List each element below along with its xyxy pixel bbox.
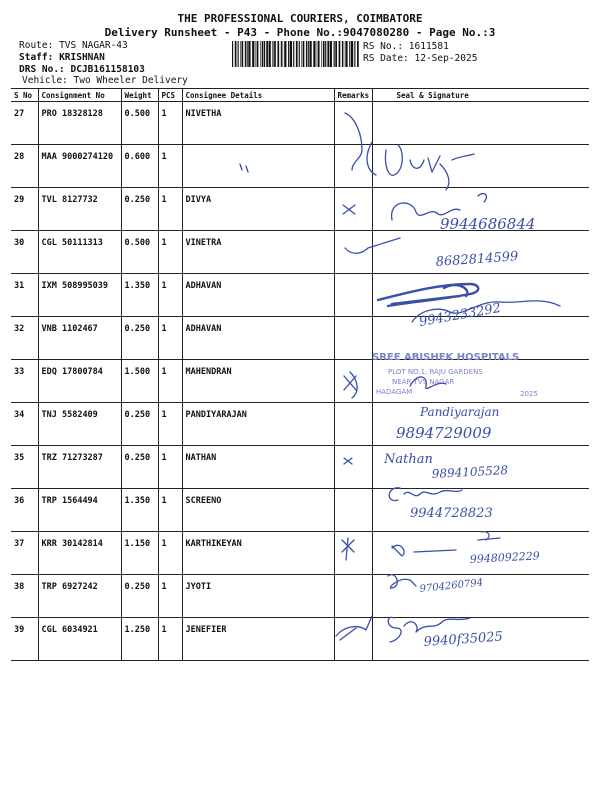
drs-label: DRS No.:	[19, 64, 65, 75]
barcode-bar	[318, 41, 320, 67]
barcode-bar	[299, 41, 300, 67]
barcode-bar	[351, 41, 353, 67]
row-remarks	[334, 274, 372, 317]
row-signature	[372, 274, 589, 317]
phone-35: 9894105528	[431, 463, 509, 481]
barcode-bar	[308, 41, 309, 67]
barcode-bar	[284, 41, 286, 67]
row-consignee: JENEFIER	[182, 618, 334, 661]
barcode-bar	[334, 41, 335, 67]
row-consignee: NIVETHA	[182, 102, 334, 145]
row-sno: 34	[11, 403, 38, 446]
row-consignment: TNJ 5582409	[38, 403, 121, 446]
barcode-bar	[281, 41, 282, 67]
row-weight: 0.250	[121, 317, 158, 360]
barcode-bar	[306, 41, 307, 67]
row-remarks	[334, 489, 372, 532]
row-sno: 31	[11, 274, 38, 317]
row-sno: 30	[11, 231, 38, 274]
barcode-bar	[232, 41, 233, 67]
row-sno: 38	[11, 575, 38, 618]
row-remarks	[334, 360, 372, 403]
route-line	[19, 40, 128, 51]
row-weight: 0.500	[121, 231, 158, 274]
row-pcs: 1	[158, 532, 182, 575]
route-label: Route:	[19, 40, 54, 51]
row-pcs: 1	[158, 145, 182, 188]
rs-date-label: RS Date:	[363, 53, 409, 64]
row-signature	[372, 102, 589, 145]
row-signature	[372, 231, 589, 274]
drs-line	[19, 64, 145, 75]
rs-date-value: 12-Sep-2025	[414, 53, 478, 64]
phone-37: 9948092229	[469, 549, 541, 566]
row-consignee	[182, 145, 334, 188]
phone-34: 9894729009	[396, 424, 492, 442]
row-pcs: 1	[158, 274, 182, 317]
row-signature	[372, 489, 589, 532]
rs-no-line	[363, 41, 449, 52]
row-sno: 28	[11, 145, 38, 188]
rs-no-label: RS No.:	[363, 41, 404, 52]
barcode-bar	[242, 41, 244, 67]
row-sno: 35	[11, 446, 38, 489]
row-consignee: DIVYA	[182, 188, 334, 231]
row-consignment: PRO 18328128	[38, 102, 121, 145]
row-consignment: TRP 6927242	[38, 575, 121, 618]
row-sno: 29	[11, 188, 38, 231]
staff-label: Staff:	[19, 52, 54, 63]
row-weight: 0.250	[121, 446, 158, 489]
barcode-bar	[330, 41, 332, 67]
barcode-bar	[272, 41, 273, 67]
drs-value: DCJB161158103	[70, 64, 145, 75]
table-row	[11, 446, 589, 489]
row-signature	[372, 145, 589, 188]
row-consignee: ADHAVAN	[182, 274, 334, 317]
row-remarks	[334, 618, 372, 661]
rs-date-line	[363, 53, 477, 64]
barcode-bar	[303, 41, 305, 67]
table-row	[11, 145, 589, 188]
vehicle-value: Two Wheeler Delivery	[73, 75, 188, 86]
row-remarks	[334, 231, 372, 274]
row-remarks	[334, 532, 372, 575]
barcode-bar	[293, 41, 294, 67]
stamp-line-2: PLOT NO.1, RAJU GARDENS	[388, 368, 483, 376]
runsheet-table	[11, 88, 589, 661]
row-consignee: KARTHIKEYAN	[182, 532, 334, 575]
barcode-bar	[235, 41, 237, 67]
table-row	[11, 403, 589, 446]
col-consignment: Consignment No	[38, 89, 121, 102]
table-row	[11, 618, 589, 661]
row-remarks	[334, 188, 372, 231]
row-consignee: NATHAN	[182, 446, 334, 489]
row-consignment: TRP 1564494	[38, 489, 121, 532]
barcode-bar	[288, 41, 289, 67]
barcode-bar	[313, 41, 315, 67]
barcode-bar	[256, 41, 257, 67]
barcode-bar	[269, 41, 271, 67]
row-remarks	[334, 575, 372, 618]
vehicle-line	[22, 75, 188, 86]
stamp-line-4: HADAGAM	[376, 388, 413, 396]
row-sno: 27	[11, 102, 38, 145]
phone-39: 9940f35025	[423, 629, 504, 650]
row-signature	[372, 360, 589, 403]
rs-no-value: 1611581	[408, 41, 449, 52]
barcode-bar	[296, 41, 298, 67]
row-pcs: 1	[158, 575, 182, 618]
barcode-bar	[238, 41, 239, 67]
row-weight: 0.250	[121, 403, 158, 446]
table-row	[11, 317, 589, 360]
row-weight: 1.350	[121, 274, 158, 317]
row-signature	[372, 532, 589, 575]
barcode-bar	[325, 41, 326, 67]
barcode-bar	[345, 41, 347, 67]
row-consignment: KRR 30142814	[38, 532, 121, 575]
name-34: Pandiyarajan	[420, 405, 500, 419]
row-signature	[372, 575, 589, 618]
row-signature	[372, 403, 589, 446]
route-value: TVS NAGAR-43	[59, 40, 128, 51]
row-sno: 37	[11, 532, 38, 575]
row-remarks	[334, 102, 372, 145]
table-row	[11, 274, 589, 317]
company-title: THE PROFESSIONAL COURIERS, COIMBATORE	[177, 12, 423, 25]
staff-line	[19, 52, 105, 63]
row-weight: 1.150	[121, 532, 158, 575]
table-row	[11, 231, 589, 274]
barcode-bar	[309, 41, 311, 67]
row-weight: 0.250	[121, 575, 158, 618]
barcode-bar	[323, 41, 325, 67]
barcode-bar	[349, 41, 350, 67]
barcode-bar	[247, 41, 248, 67]
row-consignee: ADHAVAN	[182, 317, 334, 360]
table-row	[11, 575, 589, 618]
row-weight: 0.250	[121, 188, 158, 231]
row-remarks	[334, 403, 372, 446]
row-consignee: VINETRA	[182, 231, 334, 274]
col-weight: Weight	[121, 89, 158, 102]
barcode-bar	[335, 41, 337, 67]
col-consignee: Consignee Details	[182, 89, 334, 102]
barcode-bar	[264, 41, 265, 67]
stamp-line-5: 2025	[520, 390, 538, 398]
barcode-bar	[327, 41, 329, 67]
phone-29: 9944686844	[440, 215, 536, 233]
col-sno: S No	[11, 89, 38, 102]
row-remarks	[334, 446, 372, 489]
row-consignee: SCREENO	[182, 489, 334, 532]
stamp-line-3: NEAR TVS NAGAR	[392, 378, 455, 386]
row-pcs: 1	[158, 618, 182, 661]
row-remarks	[334, 145, 372, 188]
barcode-bar	[240, 41, 241, 67]
row-weight: 1.350	[121, 489, 158, 532]
row-weight: 0.500	[121, 102, 158, 145]
row-signature	[372, 188, 589, 231]
row-sno: 32	[11, 317, 38, 360]
row-consignment: IXM 508995039	[38, 274, 121, 317]
barcode-bar	[248, 41, 250, 67]
row-sno: 33	[11, 360, 38, 403]
barcode-bar	[274, 41, 276, 67]
row-pcs: 1	[158, 102, 182, 145]
row-signature	[372, 446, 589, 489]
phone-32: 9943233292	[418, 300, 503, 330]
barcode-bar	[317, 41, 318, 67]
row-pcs: 1	[158, 317, 182, 360]
barcode-bar	[262, 41, 264, 67]
row-remarks	[334, 317, 372, 360]
row-consignment: EDQ 17800784	[38, 360, 121, 403]
row-sno: 39	[11, 618, 38, 661]
barcode-bar	[344, 41, 345, 67]
row-consignment: VNB 1102467	[38, 317, 121, 360]
name-35: Nathan	[384, 452, 433, 467]
row-pcs: 1	[158, 403, 182, 446]
row-pcs: 1	[158, 231, 182, 274]
barcode-bar	[290, 41, 292, 67]
runsheet-subtitle: Delivery Runsheet - P43 - Phone No.:9047080280 - Page No.:3	[104, 26, 496, 39]
row-weight: 1.500	[121, 360, 158, 403]
row-consignment: TRZ 71273287	[38, 446, 121, 489]
row-weight: 0.600	[121, 145, 158, 188]
row-consignment: MAA 9000274120	[38, 145, 121, 188]
barcode-bar	[277, 41, 279, 67]
row-pcs: 1	[158, 446, 182, 489]
barcode-bar	[301, 41, 302, 67]
stamp-line-1: SREE ABISHEK HOSPITALS	[372, 352, 520, 363]
row-signature	[372, 618, 589, 661]
barcode-bar	[321, 41, 322, 67]
barcode-bar	[283, 41, 284, 67]
barcode-bar	[257, 41, 259, 67]
row-weight: 1.250	[121, 618, 158, 661]
barcode-bar	[354, 41, 355, 67]
row-pcs: 1	[158, 360, 182, 403]
table-row	[11, 188, 589, 231]
phone-30: 8682814599	[435, 249, 519, 270]
table-row	[11, 102, 589, 145]
barcode-bar	[260, 41, 261, 67]
barcode-bar	[339, 41, 341, 67]
barcode-bar	[357, 41, 359, 67]
barcode-bar	[245, 41, 246, 67]
col-signature: Seal & Signature	[372, 89, 589, 102]
staff-value: KRISHNAN	[59, 52, 105, 63]
row-signature	[372, 317, 589, 360]
col-pcs: PCS	[158, 89, 182, 102]
row-sno: 36	[11, 489, 38, 532]
col-remarks: Remarks	[334, 89, 372, 102]
table-row	[11, 532, 589, 575]
phone-38: 9704260794	[419, 577, 484, 595]
barcode-bar	[342, 41, 343, 67]
row-consignment: TVL 8127732	[38, 188, 121, 231]
barcode	[232, 41, 360, 67]
vehicle-label: Vehicle:	[22, 75, 68, 86]
row-consignee: PANDIYARAJAN	[182, 403, 334, 446]
table-row	[11, 360, 589, 403]
row-consignment: CGL 6034921	[38, 618, 121, 661]
row-consignee: JYOTI	[182, 575, 334, 618]
row-pcs: 1	[158, 188, 182, 231]
phone-36: 9944728823	[410, 506, 493, 521]
row-pcs: 1	[158, 489, 182, 532]
table-row	[11, 489, 589, 532]
row-consignment: CGL 50111313	[38, 231, 121, 274]
table-header	[11, 89, 589, 102]
barcode-bar	[252, 41, 254, 67]
row-consignee: MAHENDRAN	[182, 360, 334, 403]
barcode-bar	[266, 41, 268, 67]
